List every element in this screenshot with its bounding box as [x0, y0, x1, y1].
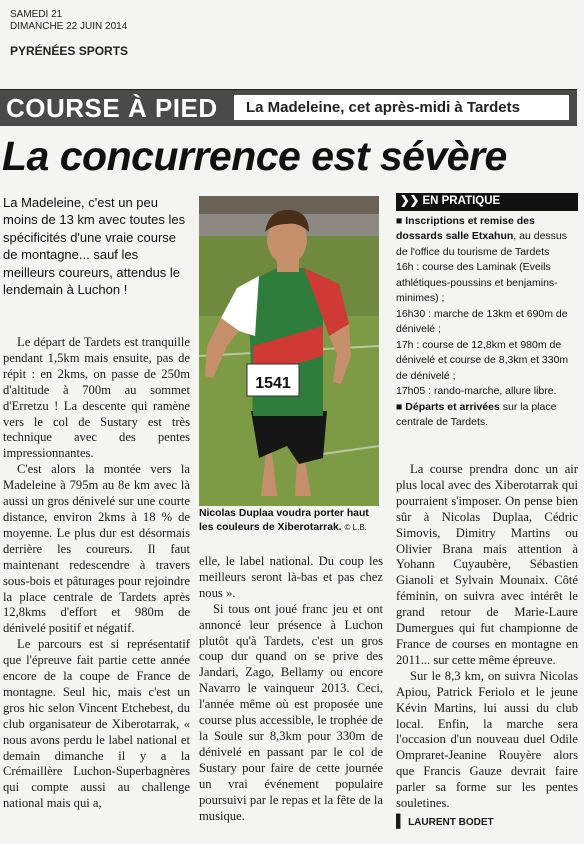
section-name: PYRÉNÉES SPORTS	[10, 44, 129, 58]
headline: La concurrence est sévère	[2, 133, 507, 179]
author-signature	[396, 814, 578, 831]
start-finish-info	[396, 400, 578, 431]
paragraph: La course prendra donc un air plus local avec des Xiberotarrak qui pourraient s'imposer. On pense bien sûr à Nicolas Duplaa, Cédric Simovis, Dimitry Martins ou Olivier Brana mais attention à Yohann Cuyaubère, Sébastien Gianoli et Sylvain Mounaix. Côté féminin, on suivra avec intérêt le grand retour de Marie-Laure Dumergues qui fut championne de France de courses en montagne en 2011... sur cette même épreuve.	[396, 462, 578, 667]
lead-paragraph: La Madeleine, c'est un peu moins de 13 km avec toutes les spécificités d'une vraie course de montagne... sauf les meilleurs coureurs, attendus le lendemain à Luchon !	[3, 195, 186, 298]
start-finish-rest: sur la place centrale de Tardets.	[396, 400, 557, 428]
paragraph: elle, le label national. Du coup les meilleurs seront là-bas et pas chez nous ».	[199, 554, 383, 600]
schedule-item: 16h30 : marche de 13km et 690m de dénivelé ;	[396, 307, 568, 335]
schedule-item: 16h : course des Laminak (Eveils athlétiques-poussins et benjamins-minimes) ;	[396, 261, 558, 304]
square-bullet-icon: ■	[396, 400, 406, 413]
schedule-item: 17h05 : rando-marche, allure libre.	[396, 385, 557, 397]
practical-info-title-text: EN PRATIQUE	[422, 195, 501, 207]
registration-rest: , au dessus de l'office du tourisme de Tardets	[396, 230, 567, 258]
paragraph: C'est alors la montée vers la Madeleine à 795m au 8e km avec là aussi un gros dénivelé sur une courte distance, environ 2kms à 18 % de moyenne. Le plus dur est désormais derrière les coureurs. Il faut maintenant redescendre à travers sous-bois et pâturages pour rejoindre la place centrale de Tardets après 12,8kms d'effort et 980m de dénivelé positif et négatif.	[3, 462, 190, 636]
runner-photo	[199, 196, 379, 506]
article-column-2	[199, 554, 383, 824]
photo-credit: © L.B.	[344, 523, 367, 532]
rubric-subtitle: La Madeleine, cet après-midi à Tardets	[246, 99, 520, 116]
rubric-banner	[0, 89, 577, 126]
date-line-1: SAMEDI 21	[10, 9, 63, 20]
registration-bold: Inscriptions et remise des dossards salle Etxahun	[396, 214, 535, 242]
practical-info-title	[396, 193, 578, 211]
bib-number: 1541	[255, 375, 291, 392]
start-finish-bold: Départs et arrivées	[405, 400, 500, 413]
runner-illustration	[199, 196, 379, 506]
paragraph: Le parcours est si représentatif que l'épreuve fait partie cette année encore de la coupe de France de montagne. Seul hic, mais c'est un gros hic selon Vincent Etchebest, du club organisateur de Xiberotarrak, « nous avons perdu le label national et demain dimanche il y a la Crémaillère Luchon-Superbagnères qui compte aussi au challenge national mais qui a,	[3, 637, 190, 811]
edition-date	[10, 9, 127, 33]
photo-caption	[199, 507, 383, 535]
paragraph: Le départ de Tardets est tranquille pendant 1,5km mais ensuite, pas de répit : en 2kms, on passe de 250m d'altitude à 700m au sommet d'Erretzu ! La descente qui ramène vers le col de Sustary est très technique avec des pentes impressionnantes.	[3, 335, 190, 461]
arrow-icon: ❯❯	[400, 195, 423, 207]
registration-info	[396, 214, 578, 261]
caption-text: Nicolas Duplaa voudra porter haut les couleurs de Xiberotarrak.	[199, 508, 369, 533]
article-column-3	[396, 462, 578, 831]
author-name: LAURENT BODET	[408, 816, 494, 828]
article-column-1	[3, 335, 190, 812]
schedule-item: 17h : course de 12,8km et 980m de dénivelé et course de 8,3km et 330m de dénivelé ;	[396, 338, 569, 382]
rubric-kicker: COURSE À PIED	[6, 93, 218, 123]
square-bullet-icon: ■	[396, 214, 406, 227]
paragraph: Sur le 8,3 km, on suivra Nicolas Apiou, Patrick Feriolo et le jeune Kévin Martins, lui aussi du club local. Enfin, la marche sera l'occasion d'un nouveau duel Odile Ompraret-Jeanine Rouyère alors que Francis Gauze devrait faire parler sa forme sur les pentes souletines.	[396, 668, 578, 811]
signature-marker-icon: ▌	[396, 813, 409, 828]
date-line-2: DIMANCHE 22 JUIN 2014	[10, 21, 128, 32]
paragraph: Si tous ont joué franc jeu et ont annoncé leur présence à Luchon plutôt qu'à Tardets, c'est un gros coup dur quand on se prive des Jandari, Zago, Bellamy ou encore Navarro le vainqueur 2013. Ceci, l'année même où est proposée une course plus accessible, le trophée de la Soule sur 8,3km pour 330m de dénivelé en passant par le col de Sustary pour faire de cette journée un vrai événement populaire poursuivi par le repas et la fête de la musique.	[199, 601, 383, 823]
practical-info-box	[396, 193, 578, 431]
